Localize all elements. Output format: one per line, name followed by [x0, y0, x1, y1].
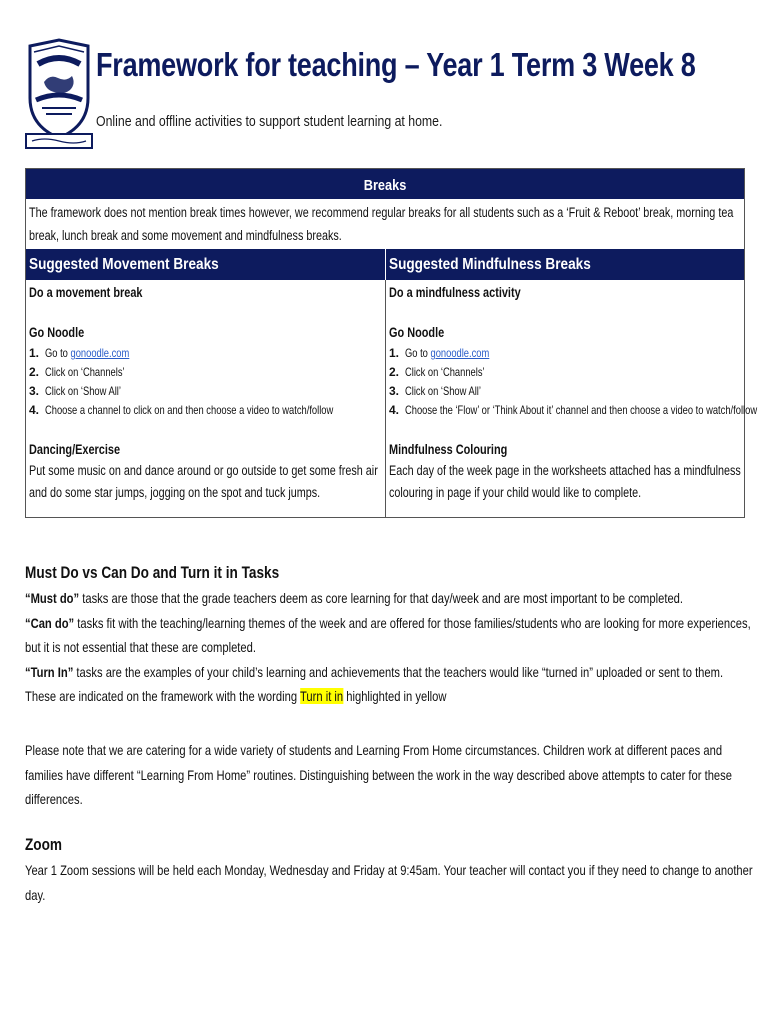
mindfulness-steps-list	[389, 344, 770, 420]
breaks-body-row	[26, 280, 758, 517]
note-paragraph: Please note that we are catering for a wide variety of students and Learning From Home circumstances. Children work at different paces and families have different “Learning From Home” routines. Distinguishing between the work in the way described above attempts to cater for these differences.	[25, 742, 732, 807]
list-item: 3. Click on ‘Show All’	[389, 384, 481, 398]
tasks-paragraph: “Must do” tasks are those that the grade teachers deem as core learning for that day/week and are most important to be completed. “Can do” tasks fit with the teaching/learning themes of the week and are offered for those families/students who are looking for more experiences, but it is not essential that these are completed. “Turn In” tasks are the examples of your child’s learning and achievements that the teachers would like “turned in” uploaded or sent to them. These are indicated on the framework with the wording Turn it in highlighted in yellow	[25, 590, 751, 704]
mindfulness-colouring-text: Each day of the week page in the worksheets attached has a mindfulness colouring in page if your child would like to complete.	[389, 463, 741, 500]
list-item: 4. Choose a channel to click on and then choose a video to watch/follow	[29, 403, 334, 417]
mindfulness-breaks-heading: Suggested Mindfulness Breaks	[385, 249, 744, 280]
gonoodle-link[interactable]: gonoodle.com	[70, 346, 130, 360]
list-item: 1. Go to gonoodle.com	[29, 346, 130, 360]
tasks-heading: Must Do vs Can Do and Turn it in Tasks	[25, 563, 280, 582]
can-do-label: “Can do”	[25, 614, 75, 631]
list-item: 4. Choose the ‘Flow’ or ‘Think About it’ channel and then choose a video to watch/follow	[389, 403, 758, 417]
dancing-exercise-heading: Dancing/Exercise	[29, 441, 121, 457]
breaks-table	[25, 168, 758, 518]
zoom-heading: Zoom	[25, 835, 63, 854]
note-section	[25, 738, 755, 812]
dancing-exercise-text: Put some music on and dance around or go outside to get some fresh air and do some star jumps, jogging on the spot and tuck jumps.	[29, 463, 378, 500]
movement-steps-list	[29, 344, 415, 420]
breaks-header-row	[26, 249, 744, 280]
mindfulness-subheading: Do a mindfulness activity	[389, 284, 521, 300]
gonoodle-link[interactable]: gonoodle.com	[430, 346, 490, 360]
must-do-label: “Must do”	[25, 590, 80, 606]
zoom-paragraph: Year 1 Zoom sessions will be held each Monday, Wednesday and Friday at 9:45am. Your teacher will contact you if they need to change to another day.	[25, 862, 753, 903]
page-subtitle: Online and offline activities to support student learning at home.	[96, 113, 443, 130]
breaks-heading: Breaks	[26, 169, 744, 199]
mindfulness-colouring-heading: Mindfulness Colouring	[389, 441, 508, 457]
turn-it-in-highlight: Turn it in	[299, 688, 344, 704]
mindfulness-go-noodle-heading: Go Noodle	[389, 324, 445, 340]
mindfulness-column	[385, 280, 758, 517]
movement-breaks-heading: Suggested Movement Breaks	[26, 249, 385, 280]
list-item: 2. Click on ‘Channels’	[29, 365, 125, 379]
mindfulness-colouring-block	[389, 438, 743, 504]
zoom-section	[25, 832, 755, 907]
movement-subheading: Do a movement break	[29, 284, 143, 300]
school-crest-logo	[24, 38, 94, 156]
movement-go-noodle-heading: Go Noodle	[29, 324, 85, 340]
list-item: 2. Click on ‘Channels’	[389, 365, 485, 379]
page-title: Framework for teaching – Year 1 Term 3 Week 8	[96, 46, 696, 83]
breaks-intro: The framework does not mention break times however, we recommend regular breaks for all students such as a ‘Fruit & Reboot’ break, morning tea break, lunch break and some movement and mindfulness breaks.	[29, 205, 734, 243]
list-item: 1. Go to gonoodle.com	[389, 346, 490, 360]
list-item: 3. Click on ‘Show All’	[29, 384, 121, 398]
dancing-exercise-block	[29, 438, 383, 504]
movement-column	[26, 280, 385, 517]
tasks-section	[25, 560, 755, 709]
turn-in-label: “Turn In”	[25, 663, 74, 680]
